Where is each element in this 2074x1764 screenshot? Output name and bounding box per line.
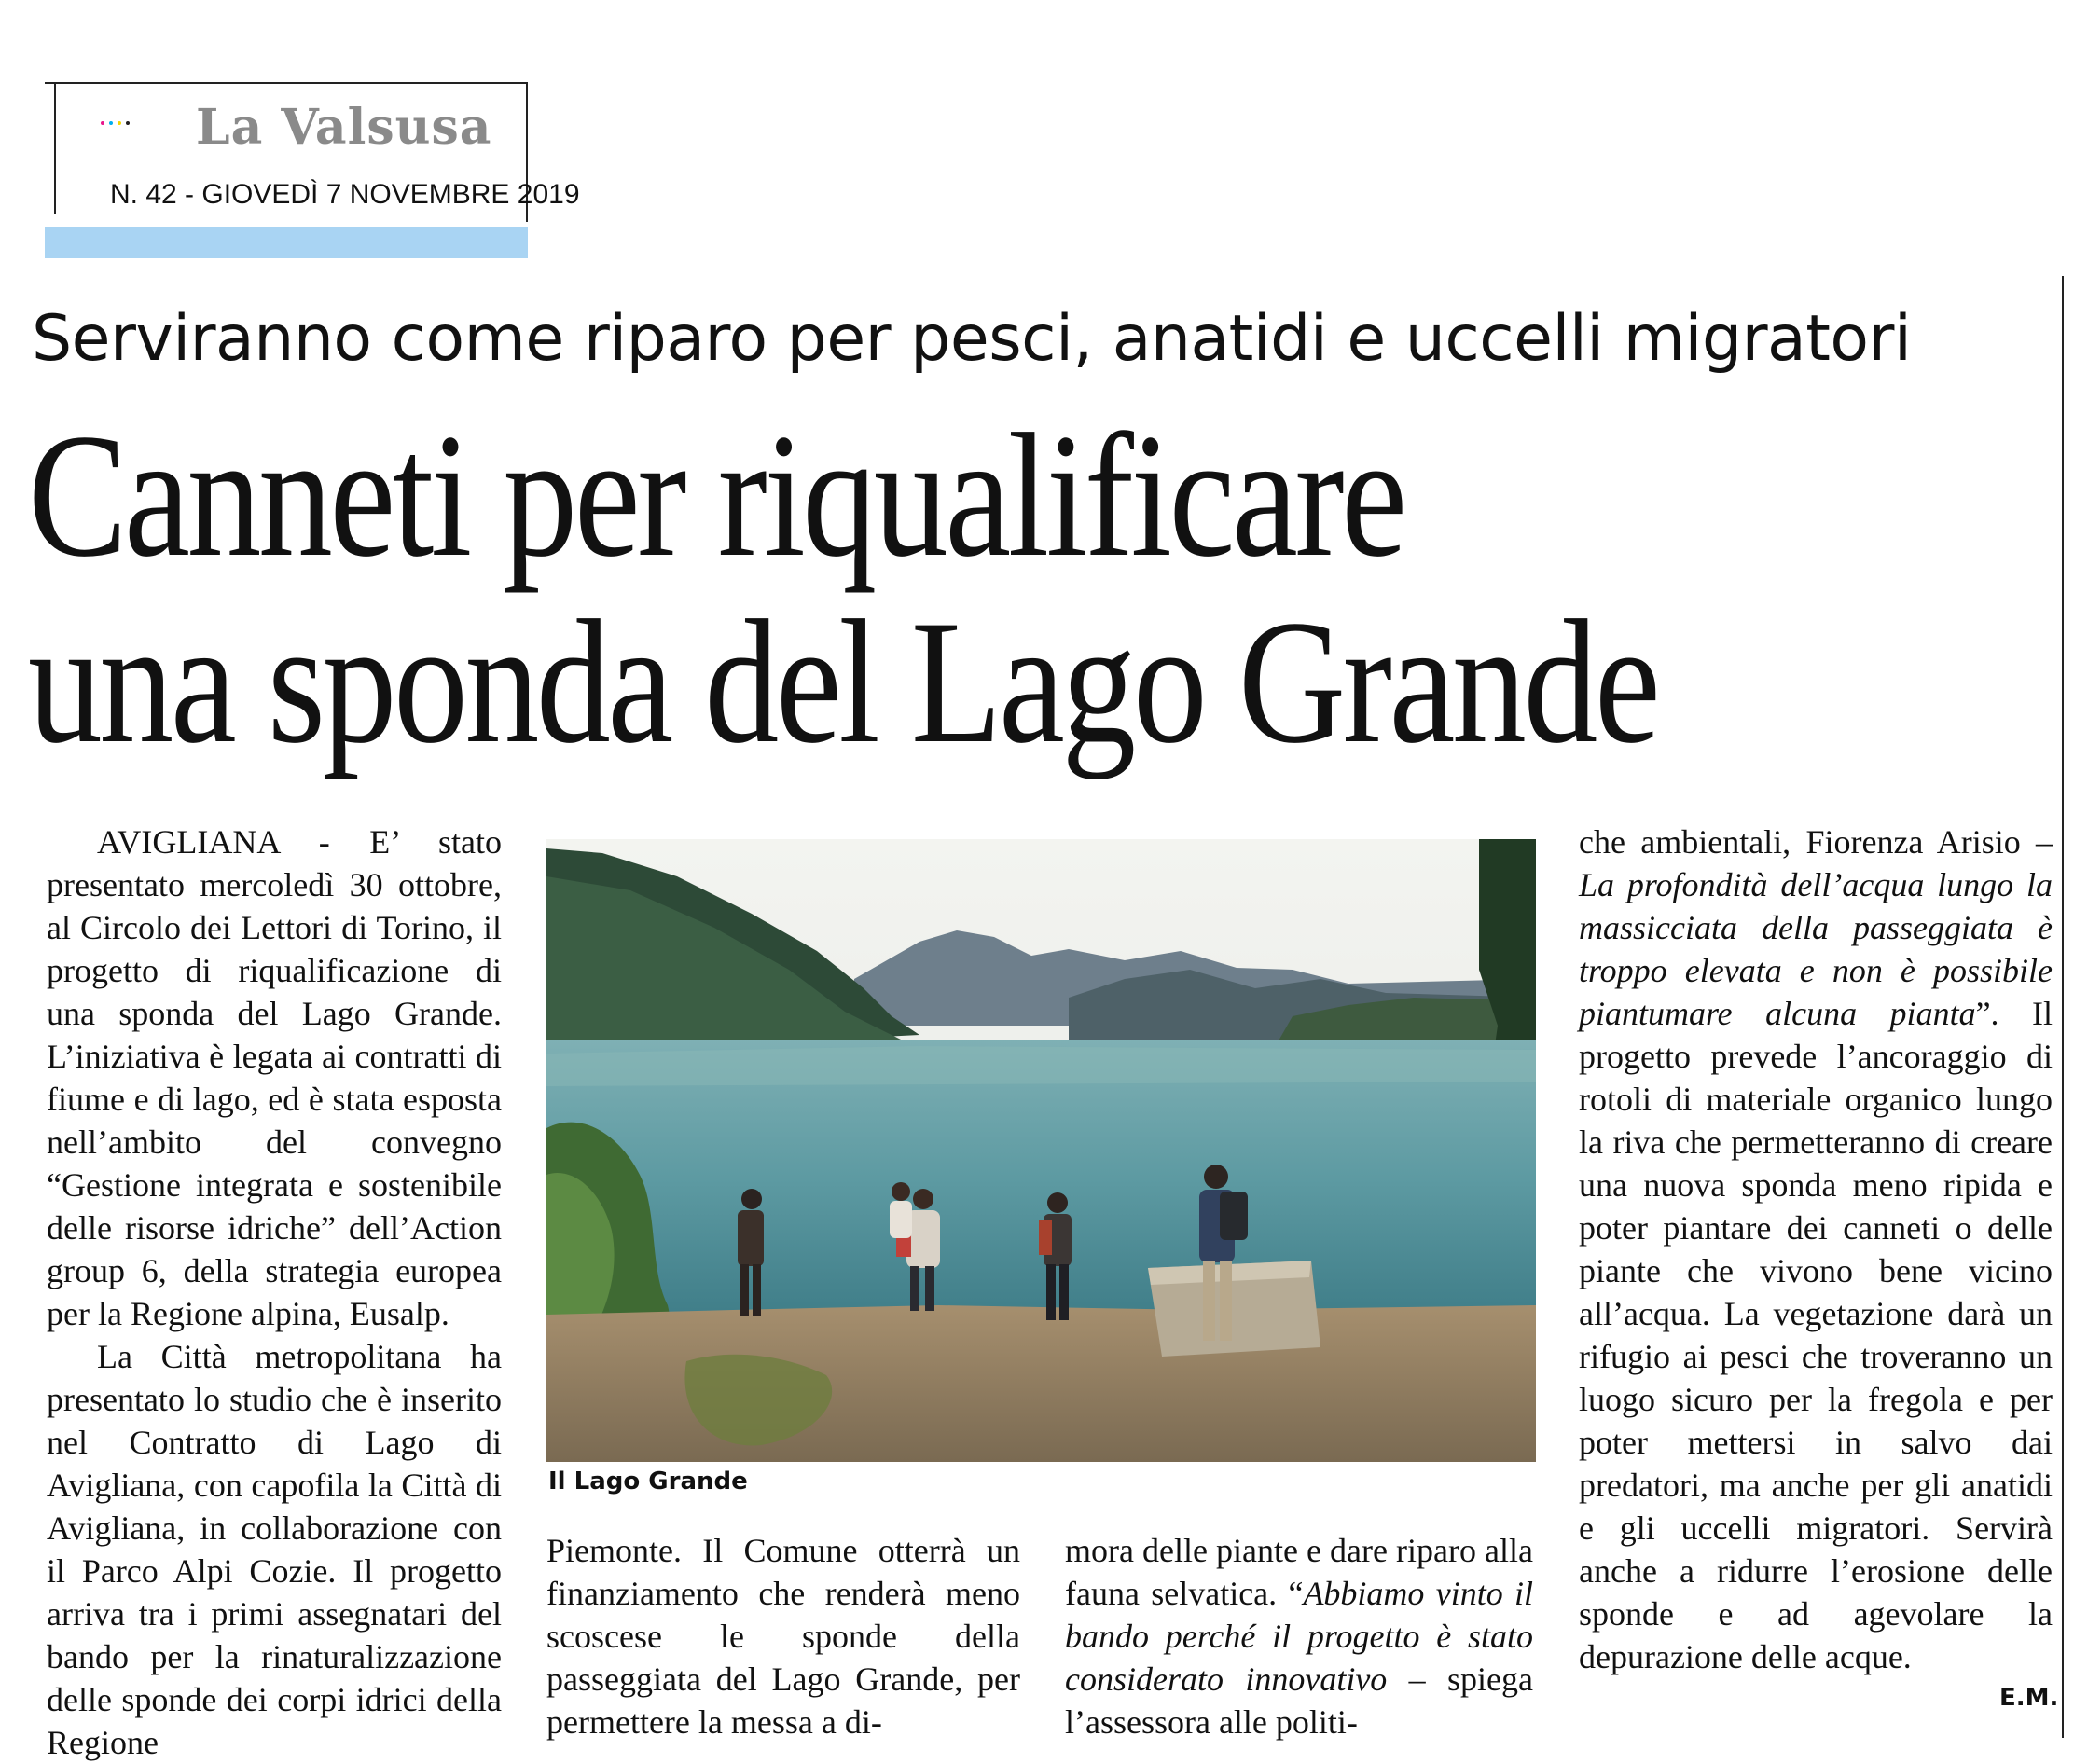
paragraph — [1065, 1529, 1533, 1743]
quote-italic: La profondità dell’acqua lungo la massicciata della passeggiata è troppo elevata e non è possibile piantumare alcuna pianta — [1579, 866, 2053, 1032]
newspaper-name: La Valsusa — [196, 99, 492, 156]
headline-line-2: una sponda del Lago Grande — [28, 585, 1658, 780]
headline-line-1: Canneti per riqualificare — [28, 398, 1404, 594]
quote-italic: Abbiamo vinto il bando perché il progetto è stato considerato innovativo — [1065, 1575, 1533, 1698]
text-run: mora delle piante e dare riparo alla fauna selvatica. “ — [1065, 1532, 1533, 1612]
article-column-1 — [47, 820, 502, 1764]
lake-photo — [546, 839, 1536, 1462]
print-registration-dots-icon — [101, 110, 134, 130]
paragraph — [1579, 820, 2053, 1678]
paragraph: La Città metropolitana ha presentato lo studio che è inserito nel Contratto di Lago di Avigliana, con capofila la Città di Avigliana, in collaborazione con il Parco Alpi Cozie. Il progetto arriva tra i primi assegnatari del bando per la rinaturalizzazione delle sponde dei corpi idrici della Regione — [47, 1338, 502, 1761]
article-column-3 — [546, 1529, 1020, 1743]
masthead-border-left — [54, 82, 56, 214]
masthead-border-top — [45, 82, 528, 84]
paragraph: Piemonte. Il Comune otterrà un finanziamento che renderà meno scoscese le sponde della passeggiata del Lago Grande, per permettere la messa a di- — [546, 1532, 1020, 1741]
article-column-4 — [1065, 1529, 1533, 1743]
paragraph: AVIGLIANA - E’ stato presentato mercoledì 30 ottobre, al Circolo dei Lettori di Torino, il progetto di riqualificazione di una sponda del Lago Grande. L’iniziativa è legata ai contratti di fiume e di lago, ed è stata esposta nell’ambito del convegno “Gestione integrata e sostenibile delle risorse idriche” dell’Action group 6, della strategia europea per la Regione alpina, Eusalp. — [47, 823, 502, 1332]
photo-caption: Il Lago Grande — [548, 1468, 748, 1495]
issue-date: N. 42 - GIOVEDÌ 7 NOVEMBRE 2019 — [110, 179, 580, 210]
author-signature: E.M. — [1999, 1684, 2059, 1712]
text-run: che ambientali, Fiorenza Arisio – — [1579, 823, 2053, 861]
article-column-5 — [1579, 820, 2053, 1678]
lake-photo-illustration — [546, 839, 1536, 1462]
article-headline — [28, 398, 1658, 780]
text-run: ”. Il progetto prevede l’ancoraggio di rotoli di materiale organico lungo la riva che permetteranno di creare una nuova sponda meno ripida e poter piantare dei canneti o delle piante che vivono bene vicino all’acqua. La vegetazione darà un rifugio ai pesci che troveranno un luogo sicuro per la fregola e per poter mettersi in salvo dai predatori, ma anche per gli anatidi e gli uccelli migratori. Servirà anche a ridurre l’erosione delle sponde e ad agevolare la depurazione delle acque. — [1579, 995, 2053, 1675]
masthead-accent-bar — [45, 227, 528, 258]
page-edge-rule — [2062, 276, 2064, 1738]
article-kicker: Serviranno come riparo per pesci, anatidi e uccelli migratori — [32, 302, 1912, 376]
text-run: – spiega l’assessora alle politi- — [1065, 1661, 1533, 1741]
